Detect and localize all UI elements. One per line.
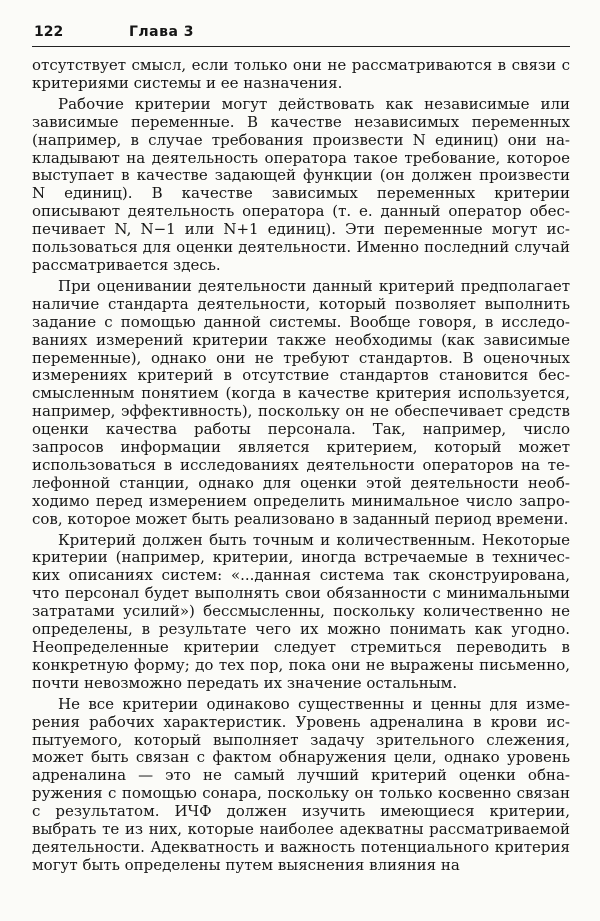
paragraph-continuation: отсутствует смысл, если только они не рассматриваются в связи с критериями системы и ее назначения. (32, 56, 570, 92)
paragraph-working-criteria: Рабочие критерии могут действовать как независимые или зависимые переменные. В качестве независимых переменных (например, в случае требования произвести N единиц) они накладывают на деятельность оператора такое требование, которое выступает в качестве задающей функции (он должен произвести N единиц). В качестве зависимых переменных критерии описывают деятельность оператора (т. е. данный оператор обеспечивает N, N−1 или N+1 единиц). Эти переменные могут использоваться для оценки деятельности. Именно последний случай рассматривается здесь. (32, 94, 570, 274)
chapter-title: Глава 3 (129, 24, 195, 40)
paragraph-evaluation-standards: При оценивании деятельности данный критерий предполагает наличие стандарта деятельности, который позволяет выполнить задание с помощью данной системы. Вообще говоря, в исследованиях измерений критерии также необходимы (как зависимые переменные), однако они не требуют стандартов. В оценочных измерениях критерий в отсутствие стандартов становится бессмысленным понятием (когда в качестве критерия используется, например, эффективность), поскольку он не обеспечивает средств оценки качества работы персонала. Так, например, число запросов информации является критерием, который может использоваться в исследованиях деятельности операторов на телефонной станции, однако для оценки этой деятельности необходимо перед измерением определить минимальное число запросов, которое может быть реализовано в заданный период времени. (32, 276, 570, 528)
paragraph-precise-criteria: Критерий должен быть точным и количественным. Некоторые критерии (например, критерии, иногда встречаемые в технических описаниях систем: «...данная система так сконструирована, что персонал будет выполнять свои обязанности с минимальными затратами усилий») бессмысленны, поскольку количественно не определены, в результате чего их можно понимать как угодно. Неопределенные критерии следует стремиться переводить в конкретную форму; до тех пор, пока они не выражены письменно, почти невозможно передать их значение остальным. (32, 530, 570, 692)
paragraph-criteria-relevance: Не все критерии одинаково существенны и ценны для измерения рабочих характеристик. Уровень адреналина в крови испытуемого, который выполняет задачу зрительного слежения, может быть связан с фактом обнаружения цели, однако уровень адреналина — это не самый лучший критерий оценки обнаружения с помощью сонара, поскольку он только косвенно связан с результатом. ИЧФ должен изучить имеющиеся критерии, выбрать те из них, которые наиболее адекватны рассматриваемой деятельности. Адекватность и важность потенциального критерия могут быть определены путем выяснения влияния на (32, 694, 570, 874)
running-head (32, 24, 570, 47)
page-number: 122 (34, 24, 64, 40)
body-text (32, 57, 570, 875)
